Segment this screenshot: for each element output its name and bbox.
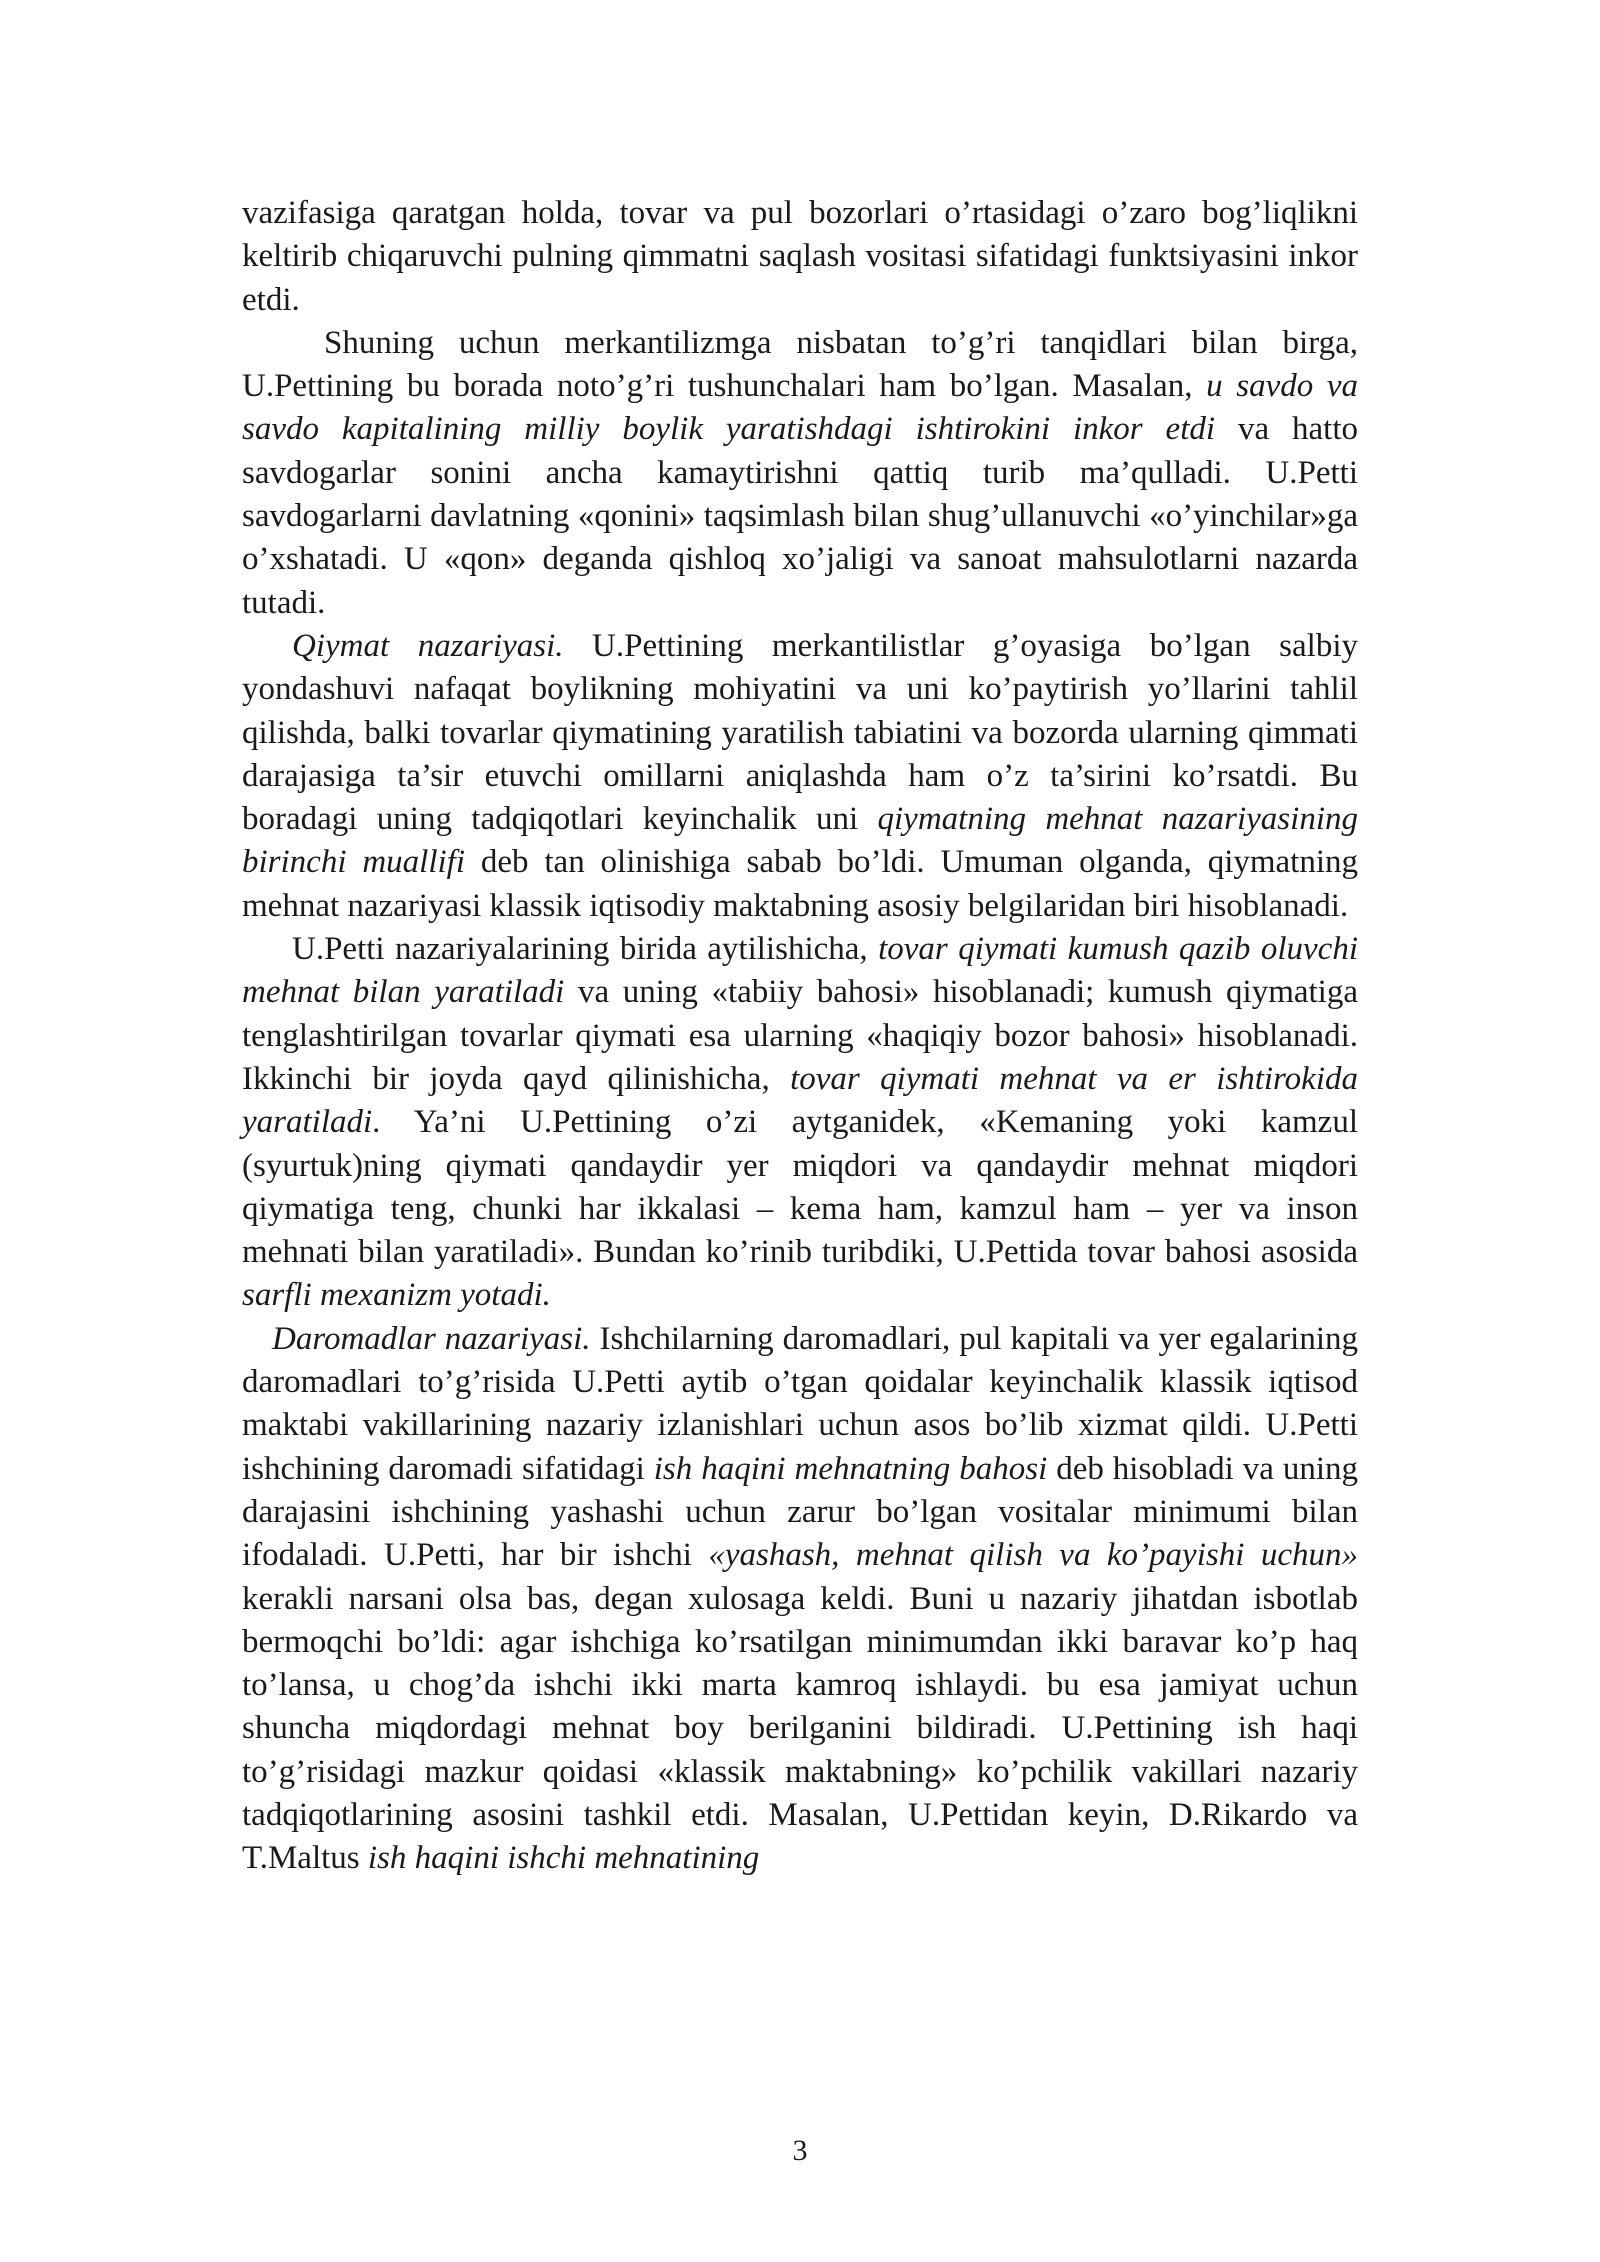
text-segment: . Ya’ni U.Pettining o’zi aytganidek, «Kemaning yoki kamzul (syurtuk)ning qiymati qandaydir yer miqdori va qandaydir mehnat miqdori qiymatiga teng, chunki har ikkalasi – kema ham, kamzul ham – yer va inson mehnati bilan yaratiladi». Bundan ko’rinib turibdiki, U.Pettida tovar bahosi asosida bbox=[242, 1104, 1358, 1271]
italic-segment: ish haqini ishchi mehnatining bbox=[367, 1840, 760, 1877]
italic-segment: sarfli mexanizm yotadi. bbox=[242, 1277, 551, 1314]
page-number: 3 bbox=[792, 2134, 808, 2167]
text-segment: va hatto savdogarlar sonini ancha kamaytirishni qattiq turib ma’qulladi. U.Petti savdogarlarni davlatning «qonini» taqsimlash bilan shug’ullanuvchi «o’yinchilar»ga o’xshatadi. U «qon» deganda qishloq xo’jaligi va sanoat mahsulotlarni nazarda tutadi. bbox=[242, 411, 1358, 621]
text-segment: Ishchilarning daromadlari, pul kapitali va yer egalarining daromadlari to’g’risida U.Petti aytib o’tgan qoidalar keyinchalik klassik iqtisod maktabi vakillarining nazariy izlanishlari uchun asos bo’lib xizmat qildi. U.Petti ishchining daromadi sifatidagi bbox=[242, 1320, 1358, 1487]
text-segment: va uning «tabiiy bahosi» hisoblanadi; kumush qiymatiga tenglashtirilgan tovarlar qiymati esa ularning «haqiqiy bozor bahosi» hisoblanadi. Ikkinchi bir joyda qayd qilinishicha, bbox=[242, 974, 1358, 1097]
paragraph-3 bbox=[242, 625, 1358, 928]
text-segment: vazifasiga qaratgan holda, tovar va pul bozorlari o’rtasidagi o’zaro bog’liqlikni keltirib chiqaruvchi pulning qimmatni saqlash vositasi sifatidagi funktsiyasini inkor etdi. bbox=[242, 195, 1358, 318]
text-segment: deb tan olinishiga sabab bo’ldi. Umuman olganda, qiymatning mehnat nazariyasi klassik iqtisodiy maktabning asosiy belgilaridan biri hisoblanadi. bbox=[242, 844, 1359, 924]
italic-segment: tovar qiymati mehnat va er ishtirokida yaratiladi bbox=[242, 1060, 1358, 1141]
text-segment: kerakli narsani olsa bas, degan xulosaga keldi. Buni u nazariy jihatdan isbotlab bermoqchi bo’ldi: agar ishchiga ko’rsatilgan minimumdan ikki baravar ko’p haq to’lansa, u chog’da ishchi ikki marta kamroq ishlaydi. bu esa jamiyat uchun shuncha miqdordagi mehnat boy berilganini bildiradi. U.Pettining ish haqi to’g’risidagi mazkur qoidasi «klassik maktabning» ko’pchilik vakillari nazariy tadqiqotlarining asosini tashkil etdi. Masalan, U.Pettidan keyin, D.Rikardo va T.Maltus bbox=[242, 1580, 1358, 1877]
text-segment: U.Pettining merkantilistlar g’oyasiga bo’lgan salbiy yondashuvi nafaqat boylikning mohiyatini va uni ko’paytirish yo’llarini tahlil qilishda, balki tovarlar qiymatining yaratilish tabiatini va bozorda ularning qimmati darajasiga ta’sir etuvchi omillarni aniqlashda ham o’z ta’sirini ko’rsatdi. Bu boradagi uning tadqiqotlari keyinchalik uni bbox=[242, 627, 1358, 838]
italic-segment: qiymatning mehnat nazariyasining birinchi muallifi bbox=[242, 801, 1358, 881]
italic-segment: ish haqini mehnatning bahosi bbox=[653, 1450, 1048, 1487]
section-heading-qiymat-nazariyasi: Qiymat nazariyasi. bbox=[292, 627, 564, 664]
document-page bbox=[242, 192, 1358, 1881]
italic-segment: «yashash, mehnat qilish va ko’payishi uchun» bbox=[708, 1537, 1358, 1574]
text-segment: U.Petti nazariyalarining birida aytilishicha, bbox=[292, 931, 879, 968]
paragraph-5 bbox=[242, 1318, 1358, 1881]
italic-segment: u savdo va savdo kapitalining milliy boylik yaratishdagi ishtirokini inkor etdi bbox=[242, 368, 1358, 448]
paragraph-2 bbox=[242, 322, 1358, 625]
italic-segment: tovar qiymati kumush qazib oluvchi mehnat bilan yaratiladi bbox=[242, 931, 1358, 1011]
text-segment: deb hisobladi va uning darajasini ishchining yashashi uchun zarur bo’lgan vositalar minimumi bilan ifodaladi. U.Petti, har bir ishchi bbox=[242, 1450, 1358, 1574]
paragraph-4 bbox=[242, 928, 1358, 1318]
text-segment: Shuning uchun merkantilizmga nisbatan to’g’ri tanqidlari bilan birga, U.Pettining bu borada noto’g’ri tushunchalari ham bo’lgan. Masalan, bbox=[242, 324, 1358, 405]
section-heading-daromadlar-nazariyasi: Daromadlar nazariyasi. bbox=[272, 1320, 591, 1357]
paragraph-1 bbox=[242, 192, 1358, 322]
